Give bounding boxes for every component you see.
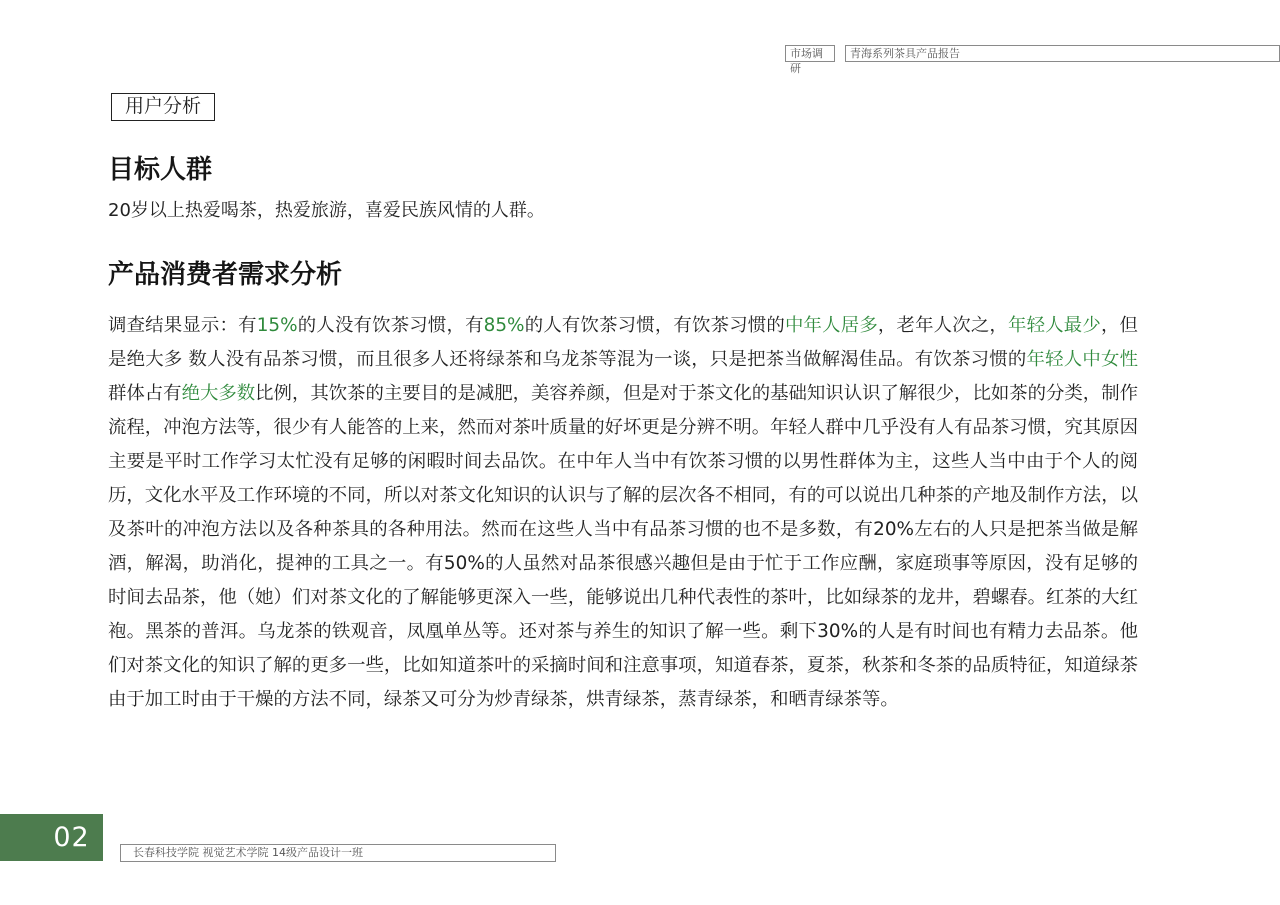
header-report-title: 青海系列茶具产品报告 xyxy=(845,45,1280,62)
highlight-text: 年轻人中女性 xyxy=(1026,349,1138,370)
header-category: 市场调研 xyxy=(785,45,835,62)
highlight-text: 年轻人最少 xyxy=(1008,315,1101,336)
section-tag: 用户分析 xyxy=(111,93,215,121)
analysis-paragraph xyxy=(108,309,1138,717)
highlight-text: 中年人居多 xyxy=(784,315,878,336)
body-text-segment: 的人有饮茶习惯，有饮茶习惯的 xyxy=(524,315,785,336)
analysis-heading: 产品消费者需求分析 xyxy=(108,260,343,290)
body-text-segment: 的人没有饮茶习惯，有 xyxy=(297,315,484,336)
body-text-segment: ，但是绝大多 数人没有品茶习惯，而且很多人还将绿茶和乌龙茶等混为一谈，只是把茶当做解渴佳品。有饮茶习惯的 xyxy=(108,315,1138,370)
page-number: 02 xyxy=(53,822,90,853)
page-number-block xyxy=(0,814,103,861)
target-heading: 目标人群 xyxy=(108,155,213,185)
highlight-text: 绝大多数 xyxy=(181,383,256,404)
body-text-segment: 群体占有 xyxy=(108,383,182,404)
highlight-text: 15% xyxy=(256,315,298,336)
highlight-text: 85% xyxy=(483,315,525,336)
target-text: 20岁以上热爱喝茶，热爱旅游，喜爱民族风情的人群。 xyxy=(108,200,545,221)
body-text-segment: ，老年人次之， xyxy=(877,315,1009,336)
body-text-segment: 比例，其饮茶的主要目的是减肥，美容养颜，但是对于茶文化的基础知识认识了解很少，比如茶的分类，制作流程，冲泡方法等，很少有人能答的上来，然而对茶叶质量的好坏更是分辨不明。年轻人群中几乎没有人有品茶习惯，究其原因主要是平时工作学习太忙没有足够的闲暇时间去品饮。在中年人当中有饮茶习惯的以男性群体为主，这些人当中由于个人的阅历，文化水平及工作环境的不同，所以对茶文化知识的认识与了解的层次各不相同，有的可以说出几种茶的产地及制作方法，以及茶叶的冲泡方法以及各种茶具的各种用法。然而在这些人当中有品茶习惯的也不是多数，有20%左右的人只是把茶当做是解酒，解渴，助消化，提神的工具之一。有50%的人虽然对品茶很感兴趣但是由于忙于工作应酬，家庭琐事等原因，没有足够的时间去品茶，他（她）们对茶文化的了解能够更深入一些，能够说出几种代表性的茶叶，比如绿茶的龙井，碧螺春。红茶的大红袍。黑茶的普洱。乌龙茶的铁观音，凤凰单丛等。还对茶与养生的知识了解一些。剩下30%的人是有时间也有精力去品茶。他们对茶文化的知识了解的更多一些，比如知道茶叶的采摘时间和注意事项，知道春茶，夏茶，秋茶和冬茶的品质特征，知道绿茶由于加工时由于干燥的方法不同，绿茶又可分为炒青绿茶，烘青绿茶，蒸青绿茶，和晒青绿茶等。 xyxy=(108,383,1138,710)
footer-institution: 长春科技学院 视觉艺术学院 14级产品设计一班 xyxy=(120,844,556,862)
body-text-segment: 调查结果显示：有 xyxy=(108,315,257,336)
